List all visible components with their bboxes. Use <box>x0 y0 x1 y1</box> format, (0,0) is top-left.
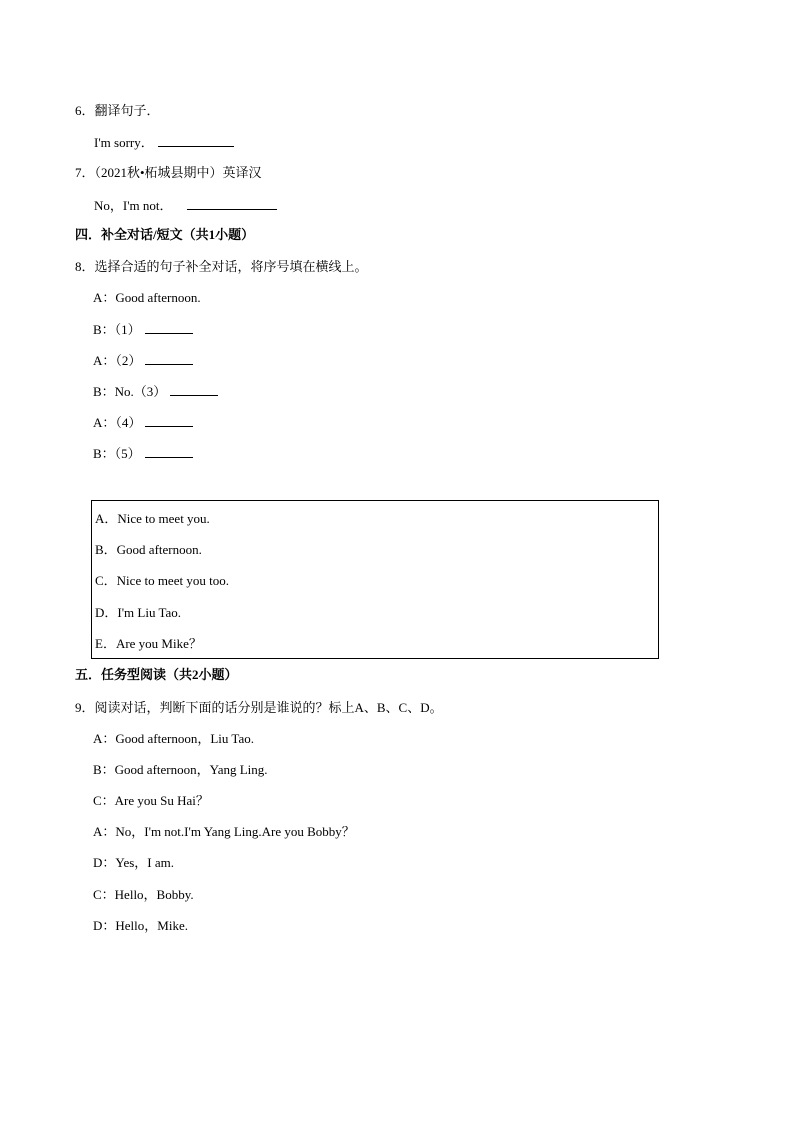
question-6-title: 6．翻译句子． <box>75 103 160 118</box>
dialogue-text: A：（2） <box>93 353 142 368</box>
dialogue-line: D：Yes，I am. <box>93 855 175 870</box>
dialogue-line: C：Hello，Bobby. <box>93 887 194 902</box>
dialogue-line <box>93 290 201 306</box>
option-item: B．Good afternoon. <box>95 542 202 557</box>
option-item: D．I'm Liu Tao. <box>95 605 182 620</box>
question-8-title: 8．选择合适的句子补全对话，将序号填在横线上。 <box>75 259 368 274</box>
question-6-text: I'm sorry． <box>94 135 154 150</box>
option-item: C．Nice to meet you too. <box>95 573 229 588</box>
section-heading: 五．任务型阅读（共2小题） <box>75 667 238 682</box>
dialogue-line: B：Good afternoon，Yang Ling. <box>93 762 268 777</box>
answer-blank[interactable] <box>158 134 234 147</box>
dialogue-text: B：（1） <box>93 322 141 337</box>
dialogue-line: C：Are you Su Hai？ <box>93 793 209 808</box>
dialogue-line: D：Hello，Mike. <box>93 918 188 933</box>
answer-blank[interactable] <box>145 445 193 458</box>
question-6-sentence <box>94 134 234 151</box>
question-7-title: 7．（2021秋•柘城县期中）英译汉 <box>75 165 262 180</box>
answer-blank[interactable] <box>170 383 218 396</box>
dialogue-text: B：（5） <box>93 446 141 461</box>
dialogue-line <box>93 445 193 462</box>
dialogue-text: A：（4） <box>93 415 142 430</box>
section-heading: 四．补全对话/短文（共1小题） <box>75 227 255 242</box>
dialogue-line <box>93 321 193 338</box>
dialogue-line <box>93 352 193 369</box>
options-box <box>91 500 659 659</box>
dialogue-text: A：Good afternoon. <box>93 290 201 305</box>
answer-blank[interactable] <box>145 352 193 365</box>
dialogue-line: A：No，I'm not.I'm Yang Ling.Are you Bobby？ <box>93 824 355 839</box>
dialogue-line <box>93 383 218 400</box>
question-7-text: No，I'm not． <box>94 198 173 213</box>
dialogue-line: A：Good afternoon，Liu Tao. <box>93 731 254 746</box>
answer-blank[interactable] <box>145 321 193 334</box>
option-item: E．Are you Mike？ <box>95 636 202 651</box>
option-item: A．Nice to meet you. <box>95 511 210 526</box>
dialogue-text: B：No.（3） <box>93 384 167 399</box>
question-9-title: 9．阅读对话，判断下面的话分别是谁说的？标上A、B、C、D。 <box>75 700 443 715</box>
question-7-sentence <box>94 197 277 214</box>
answer-blank[interactable] <box>145 414 193 427</box>
answer-blank[interactable] <box>187 197 277 210</box>
dialogue-line <box>93 414 193 431</box>
